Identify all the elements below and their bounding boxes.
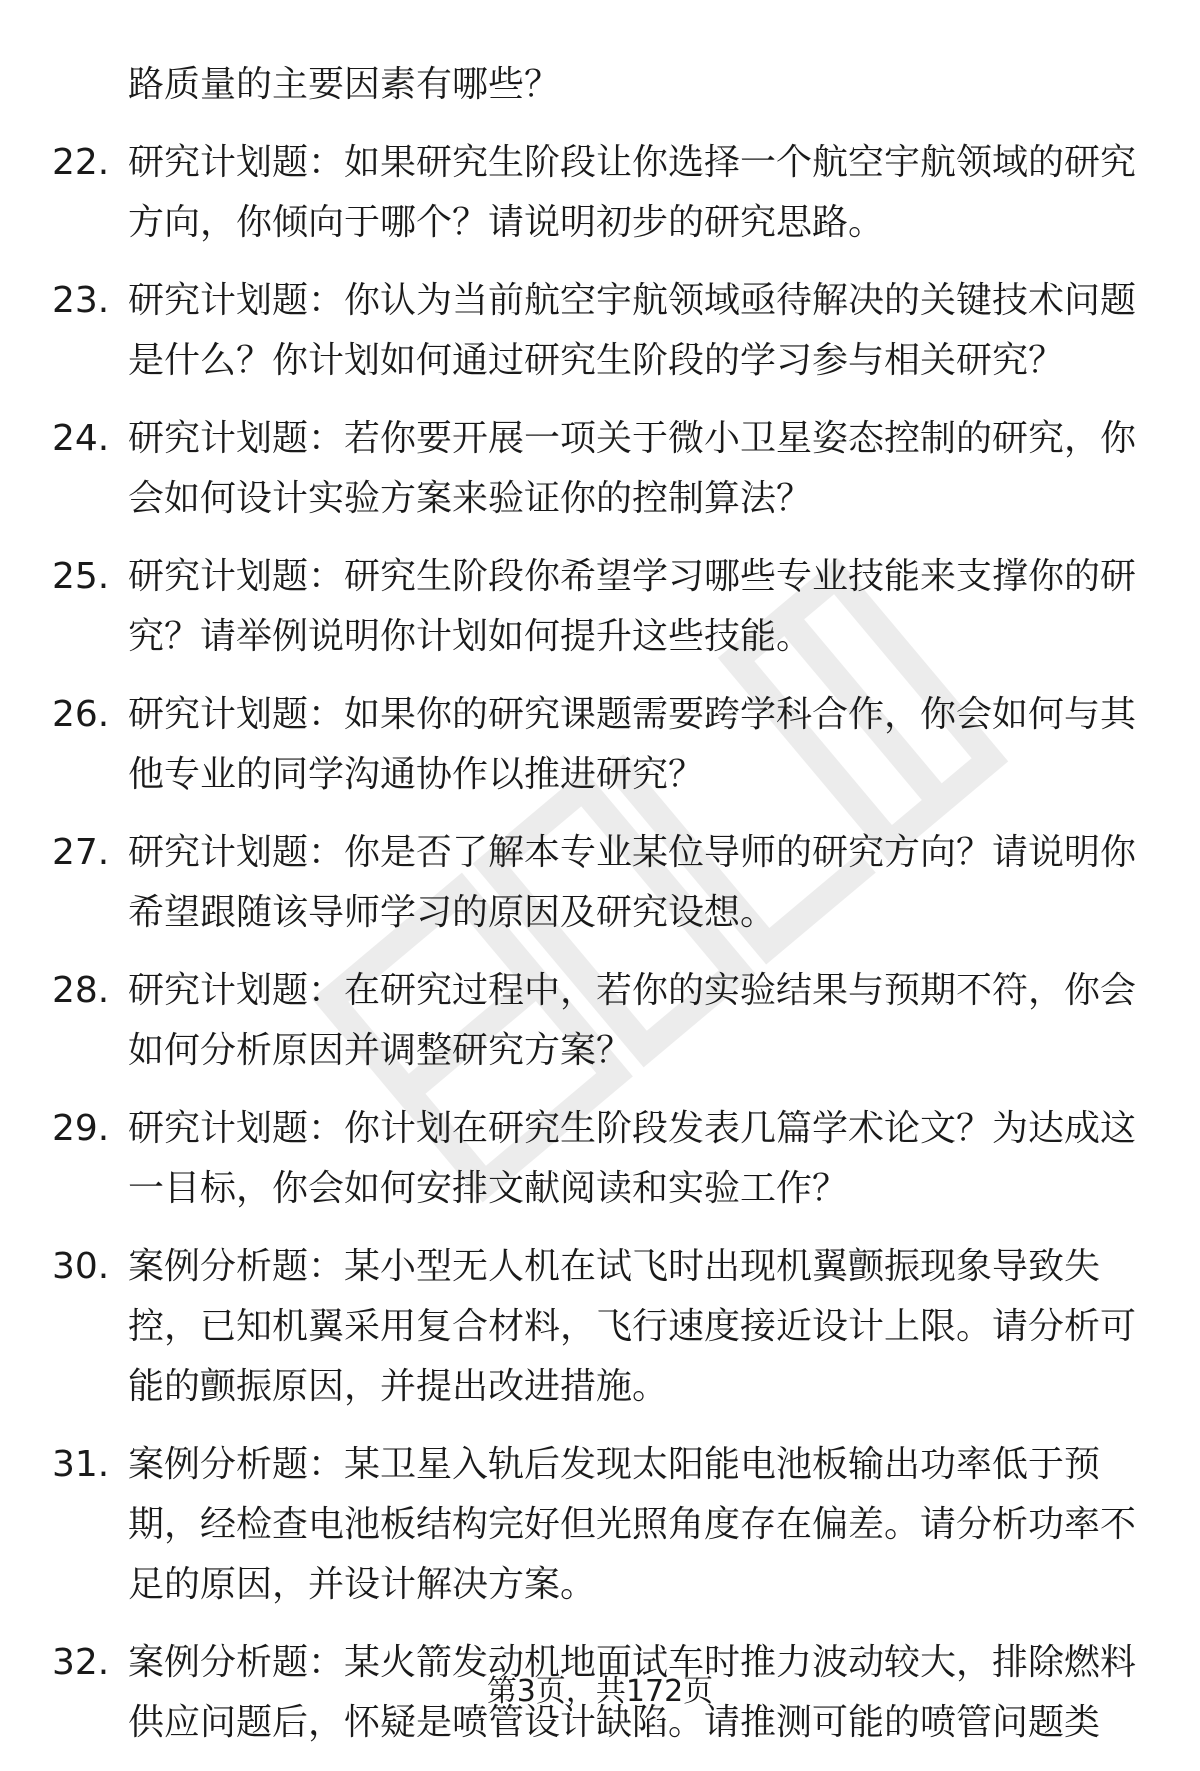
question-text: 研究计划题：在研究过程中，若你的实验结果与预期不符，你会如何分析原因并调整研究方案？ (128, 970, 1137, 1071)
question-item (0, 823, 1200, 943)
question-number: 23. (52, 280, 110, 321)
question-text: 研究计划题：如果你的研究课题需要跨学科合作，你会如何与其他专业的同学沟通协作以推进研究？ (128, 694, 1137, 795)
question-text: 案例分析题：某小型无人机在试飞时出现机翼颤振现象导致失控，已知机翼采用复合材料，飞行速度接近设计上限。请分析可能的颤振原因，并提出改进措施。 (128, 1246, 1137, 1407)
question-number: 31. (52, 1444, 110, 1485)
question-number: 25. (52, 556, 110, 597)
question-number: 24. (52, 418, 110, 459)
question-text: 研究计划题：你是否了解本专业某位导师的研究方向？请说明你希望跟随该导师学习的原因及研究设想。 (128, 832, 1137, 933)
question-text: 研究计划题：你认为当前航空宇航领域亟待解决的关键技术问题是什么？你计划如何通过研究生阶段的学习参与相关研究？ (128, 280, 1137, 381)
question-number: 32. (52, 1642, 110, 1683)
question-text: 案例分析题：某卫星入轨后发现太阳能电池板输出功率低于预期，经检查电池板结构完好但光照角度存在偏差。请分析功率不足的原因，并设计解决方案。 (128, 1444, 1137, 1605)
question-item (0, 961, 1200, 1081)
question-number: 28. (52, 970, 110, 1011)
question-number: 22. (52, 142, 110, 183)
question-list (0, 55, 1200, 1771)
question-item (0, 1435, 1200, 1615)
question-text: 研究计划题：若你要开展一项关于微小卫星姿态控制的研究，你会如何设计实验方案来验证你的控制算法？ (128, 418, 1137, 519)
question-number: 29. (52, 1108, 110, 1149)
question-item (0, 1099, 1200, 1219)
question-text: 研究计划题：如果研究生阶段让你选择一个航空宇航领域的研究方向，你倾向于哪个？请说明初步的研究思路。 (128, 142, 1137, 243)
question-text: 研究计划题：研究生阶段你希望学习哪些专业技能来支撑你的研究？请举例说明你计划如何提升这些技能。 (128, 556, 1137, 657)
question-number: 30. (52, 1246, 110, 1287)
question-number: 26. (52, 694, 110, 735)
question-item (0, 1237, 1200, 1417)
continued-text: 路质量的主要因素有哪些？ (128, 64, 561, 105)
question-item (0, 547, 1200, 667)
question-text: 研究计划题：你计划在研究生阶段发表几篇学术论文？为达成这一目标，你会如何安排文献阅读和实验工作？ (128, 1108, 1137, 1209)
question-item (0, 409, 1200, 529)
question-item (0, 133, 1200, 253)
question-item (0, 685, 1200, 805)
page-footer: 第3页，共172页 (486, 1674, 714, 1709)
question-text: 案例分析题：某火箭发动机地面试车时推力波动较大，排除燃料供应问题后，怀疑是喷管设计缺陷。请推测可能的喷管问题类 (128, 1642, 1137, 1743)
question-item (0, 271, 1200, 391)
question-number: 27. (52, 832, 110, 873)
